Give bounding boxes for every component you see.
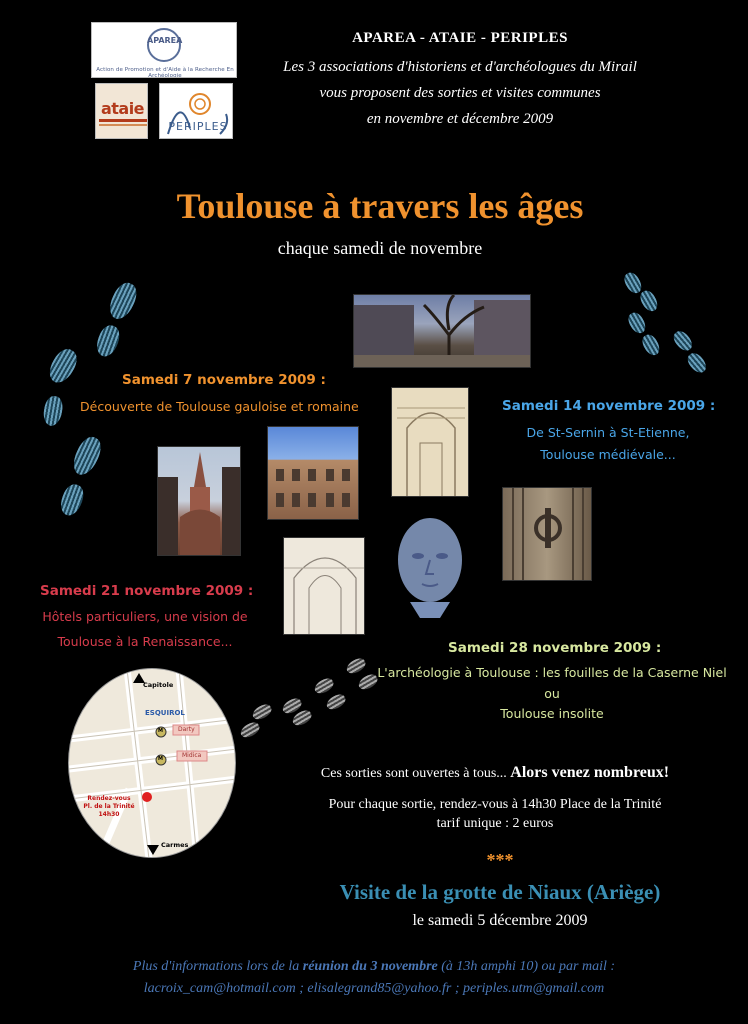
footprint-icon <box>42 395 65 428</box>
event-3-date: Samedi 21 novembre 2009 : <box>40 583 254 599</box>
open-to-all-bold: Alors venez nombreux! <box>510 764 670 781</box>
ataie-logo <box>95 83 148 139</box>
footprint-icon <box>324 692 347 712</box>
map-streets <box>69 669 236 858</box>
aparea-logo-word: APAREA <box>147 36 183 45</box>
open-to-all <box>250 764 740 782</box>
ataie-logo-bar-2 <box>99 124 147 126</box>
aparea-logo-caption: Action de Promotion et d'Aide à la Recherche En Archéologie <box>96 67 234 78</box>
map-darty: Darty <box>178 726 195 733</box>
ataie-logo-word: ataie <box>100 99 145 118</box>
event-1-text: Découverte de Toulouse gauloise et romaine <box>80 399 359 414</box>
footprint-icon <box>671 328 696 354</box>
footer-info-a: Plus d'informations lors de la <box>132 959 303 974</box>
event-2-text-2: Toulouse médiévale... <box>540 447 676 462</box>
map-metro-icon-2: M <box>158 756 163 762</box>
aparea-emblem <box>147 28 181 62</box>
map-rdv-line-3: 14h30 <box>98 811 120 818</box>
glass-head-photo <box>390 512 470 618</box>
footprint-icon <box>625 310 648 336</box>
footprint-icon <box>238 720 261 740</box>
price-info: tarif unique : 2 euros <box>436 816 554 831</box>
footer-info-bold: réunion du 3 novembre <box>302 959 438 974</box>
event-3-text-2: Toulouse à la Renaissance... <box>57 634 233 649</box>
footprint-icon <box>250 702 273 722</box>
event-4-text-3: Toulouse insolite <box>500 706 604 721</box>
periples-logo <box>159 83 233 139</box>
event-2-date: Samedi 14 novembre 2009 : <box>502 398 716 414</box>
footprint-icon <box>637 288 660 314</box>
map-midica: Midica <box>182 752 202 759</box>
map-rdv-line-1: Rendez-vous <box>87 795 131 802</box>
gothic-sketch <box>283 537 365 635</box>
footprint-icon <box>57 482 87 519</box>
header-line-1: Les 3 associations d'historiens et d'archéologues du Mirail <box>283 59 637 75</box>
header-line-3: en novembre et décembre 2009 <box>366 111 554 127</box>
separator-stars: *** <box>486 850 514 870</box>
header-title: APAREA - ATAIE - PERIPLES <box>352 30 568 46</box>
footprint-icon <box>312 676 335 696</box>
open-to-all-text: Ces sorties sont ouvertes à tous... <box>320 766 511 781</box>
event-4-text-1: L'archéologie à Toulouse : les fouilles de la Caserne Niel <box>377 665 727 680</box>
archway-drawing <box>391 387 469 497</box>
event-1-date: Samedi 7 novembre 2009 : <box>122 372 326 388</box>
footprint-icon <box>344 656 367 676</box>
door-knocker-photo <box>502 487 592 581</box>
event-4-date: Samedi 28 novembre 2009 : <box>448 640 662 656</box>
periples-logo-word: PERIPLES <box>168 120 228 133</box>
footprint-icon <box>69 433 106 479</box>
niaux-title: Visite de la grotte de Niaux (Ariège) <box>339 880 661 904</box>
meeting-info: Pour chaque sortie, rendez-vous à 14h30 Place de la Trinité <box>328 797 662 812</box>
header-line-2: vous proposent des sorties et visites communes <box>319 85 601 101</box>
footprint-icon <box>639 332 662 358</box>
map-metro-icon: M <box>158 728 163 734</box>
niaux-date: le samedi 5 décembre 2009 <box>412 912 588 929</box>
footprint-icon <box>44 345 81 387</box>
footer-info-c: (à 13h amphi 10) ou par mail : <box>437 959 616 974</box>
map-esquirol: ESQUIROL <box>145 709 185 717</box>
footprint-icon <box>685 350 710 376</box>
footprint-icon <box>93 323 123 360</box>
map-rdv-label <box>83 795 135 819</box>
map-carmes: Carmes <box>161 841 189 849</box>
main-subtitle: chaque samedi de novembre <box>277 238 483 258</box>
footer-emails: lacroix_cam@hotmail.com ; elisalegrand85@yahoo.fr ; periples.utm@gmail.com <box>143 981 605 996</box>
st-sernin-photo <box>157 446 241 556</box>
aparea-logo <box>91 22 237 78</box>
ataie-logo-bar <box>99 119 147 122</box>
hotel-photo <box>267 426 359 520</box>
meeting-map <box>68 668 236 858</box>
street-photo <box>353 294 531 368</box>
map-rdv-line-2: Pl. de la Trinité <box>83 803 135 810</box>
main-title: Toulouse à travers les âges <box>176 186 584 226</box>
event-3-text-1: Hôtels particuliers, une vision de <box>42 609 248 624</box>
map-capitole: Capitole <box>143 681 174 689</box>
event-4-text-2: ou <box>544 686 560 701</box>
footprint-icon <box>105 279 141 323</box>
event-2-text-1: De St-Sernin à St-Etienne, <box>526 425 690 440</box>
footer-info <box>0 959 748 975</box>
